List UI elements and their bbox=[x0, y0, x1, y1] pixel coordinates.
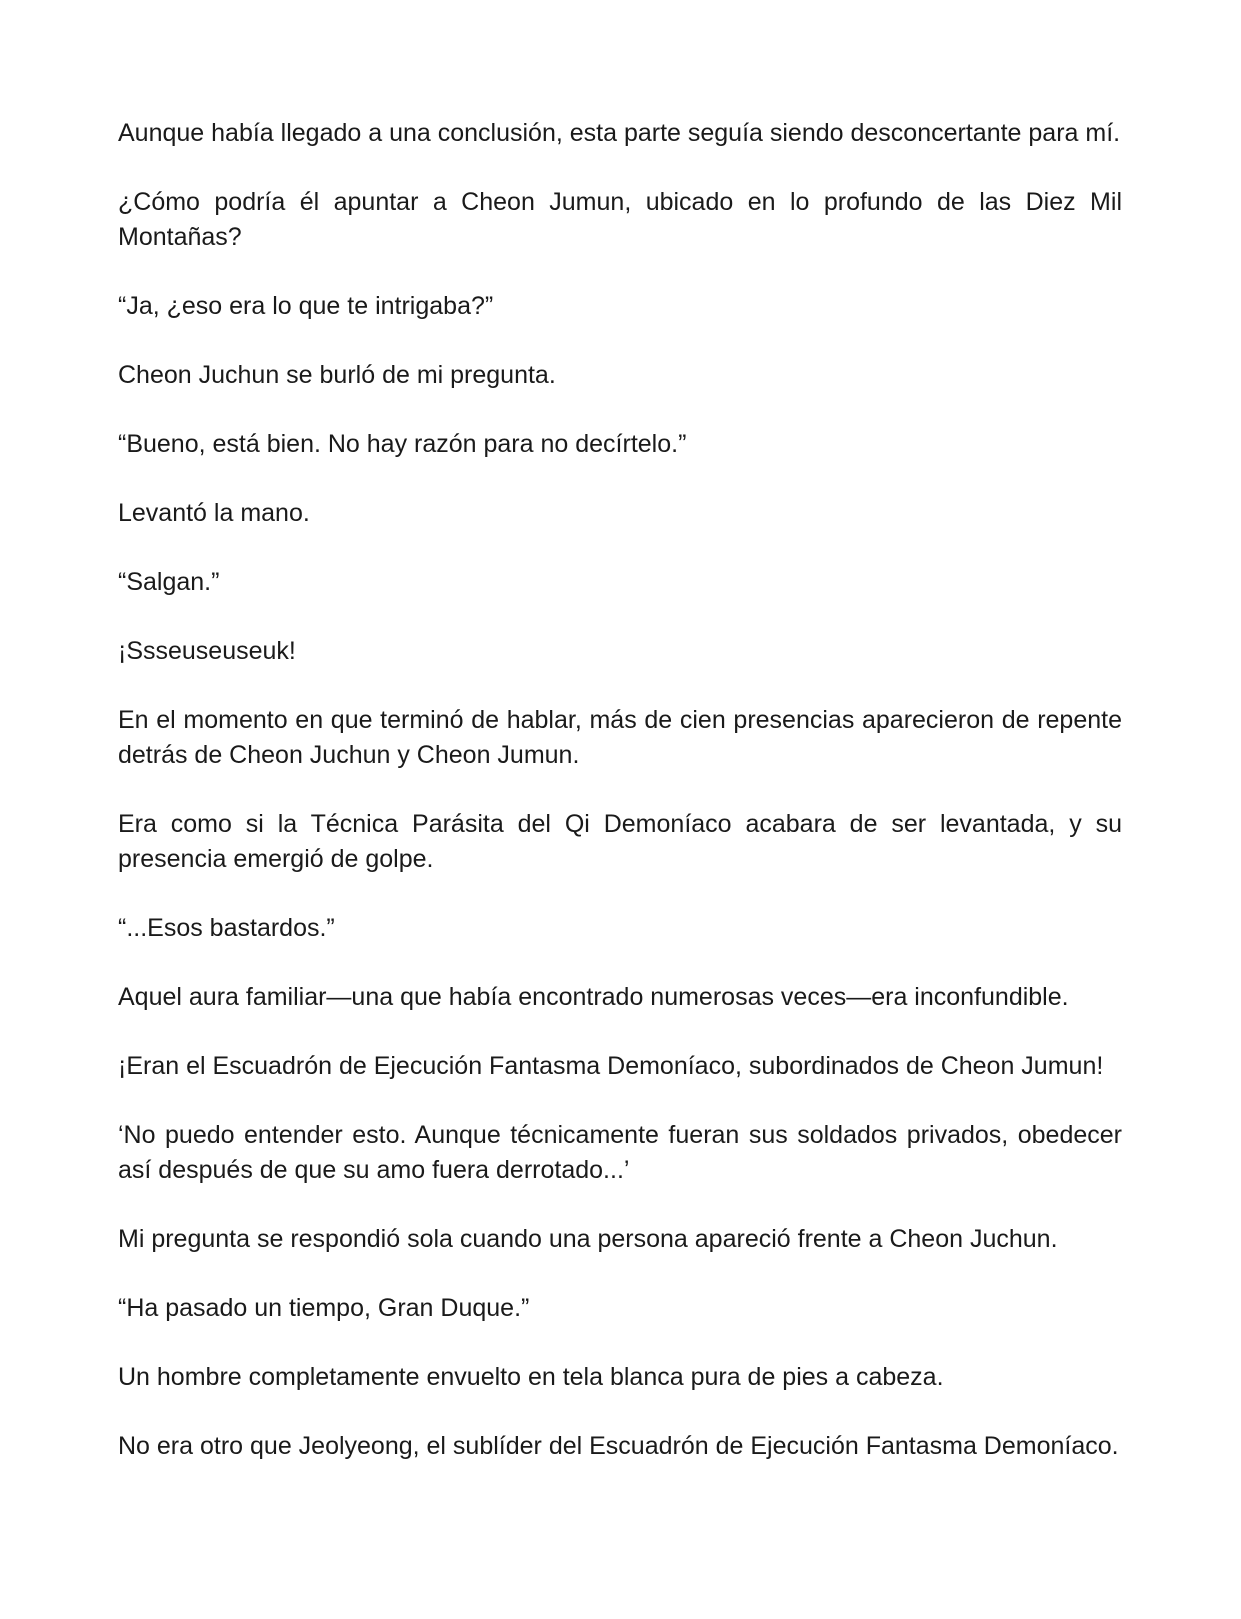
paragraph: “Salgan.” bbox=[118, 568, 220, 596]
paragraph: ‘No puedo entender esto. Aunque técnicamente fueran sus soldados privados, obedecer así después de que su amo fuera derrotado...’ bbox=[118, 1121, 1122, 1184]
paragraph: “...Esos bastardos.” bbox=[118, 914, 335, 942]
paragraph: Cheon Juchun se burló de mi pregunta. bbox=[118, 361, 556, 389]
paragraph: ¿Cómo podría él apuntar a Cheon Jumun, ubicado en lo profundo de las Diez Mil Montañas? bbox=[118, 188, 1122, 251]
paragraph: Aunque había llegado a una conclusión, esta parte seguía siendo desconcertante para mí. bbox=[118, 119, 1121, 147]
paragraph: “Ja, ¿eso era lo que te intrigaba?” bbox=[118, 292, 494, 320]
body-text bbox=[118, 116, 1122, 1498]
paragraph: Era como si la Técnica Parásita del Qi Demoníaco acabara de ser levantada, y su presencia emergió de golpe. bbox=[118, 810, 1122, 873]
paragraph: “Bueno, está bien. No hay razón para no decírtelo.” bbox=[118, 430, 687, 458]
paragraph: Levantó la mano. bbox=[118, 499, 310, 527]
paragraph: En el momento en que terminó de hablar, más de cien presencias aparecieron de repente detrás de Cheon Juchun y Cheon Jumun. bbox=[118, 706, 1122, 769]
paragraph: No era otro que Jeolyeong, el sublíder del Escuadrón de Ejecución Fantasma Demoníaco. bbox=[118, 1432, 1119, 1460]
paragraph: Mi pregunta se respondió sola cuando una persona apareció frente a Cheon Juchun. bbox=[118, 1225, 1058, 1253]
paragraph: ¡Ssseuseuseuk! bbox=[118, 637, 296, 665]
paragraph: “Ha pasado un tiempo, Gran Duque.” bbox=[118, 1294, 530, 1322]
paragraph: Un hombre completamente envuelto en tela blanca pura de pies a cabeza. bbox=[118, 1363, 944, 1391]
paragraph: ¡Eran el Escuadrón de Ejecución Fantasma Demoníaco, subordinados de Cheon Jumun! bbox=[118, 1052, 1104, 1080]
paragraph: Aquel aura familiar—una que había encontrado numerosas veces—era inconfundible. bbox=[118, 983, 1069, 1011]
